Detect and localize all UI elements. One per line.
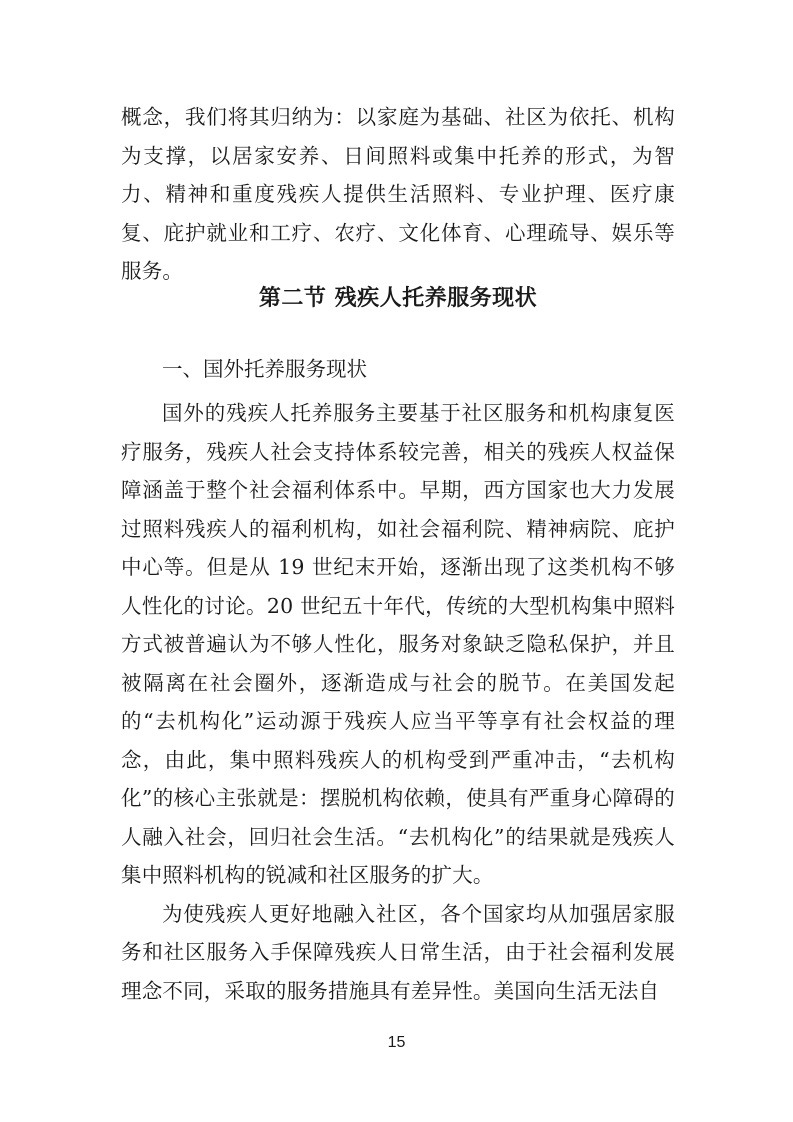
- page-number: 15: [387, 1034, 406, 1051]
- intro-paragraph: 概念，我们将其归纳为：以家庭为基础、社区为依托、机构为支撑，以居家安养、日间照料或集中托养的形式，为智力、精神和重度残疾人提供生活照料、专业护理、医疗康复、庇护就业和工疗、农疗、文化体育、心理疏导、娱乐等服务。: [121, 105, 675, 283]
- paragraph-2: 为使残疾人更好地融入社区，各个国家均从加强居家服务和社区服务入手保障残疾人日常生活，由于社会福利发展理念不同，采取的服务措施具有差异性。美国向生活无法自: [121, 901, 675, 1003]
- subheading: 一、国外托养服务现状: [162, 357, 367, 381]
- paragraph-1: 国外的残疾人托养服务主要基于社区服务和机构康复医疗服务，残疾人社会支持体系较完善，相关的残疾人权益保障涵盖于整个社会福利体系中。早期，西方国家也大力发展过照料残疾人的福利机构，如社会福利院、精神病院、庇护中心等。但是从 19 世纪末开始，逐渐出现了这类机构不够人性化的讨论。20 世纪五十年代，传统的大型机构集中照料方式被普遍认为不够人性化，服务对象缺乏隐私保护，并且被隔离在社会圈外，逐渐造成与社会的脱节。在美国发起的“去机构化”运动源于残疾人应当平等享有社会权益的理念，由此，集中照料残疾人的机构受到严重冲击，“去机构化”的核心主张就是：摆脱机构依赖，使具有严重身心障碍的人融入社会，回归社会生活。“去机构化”的结果就是残疾人集中照料机构的锐减和社区服务的扩大。: [121, 401, 675, 887]
- body-text: [121, 394, 675, 1010]
- section-title: 第二节 残疾人托养服务现状: [258, 286, 538, 311]
